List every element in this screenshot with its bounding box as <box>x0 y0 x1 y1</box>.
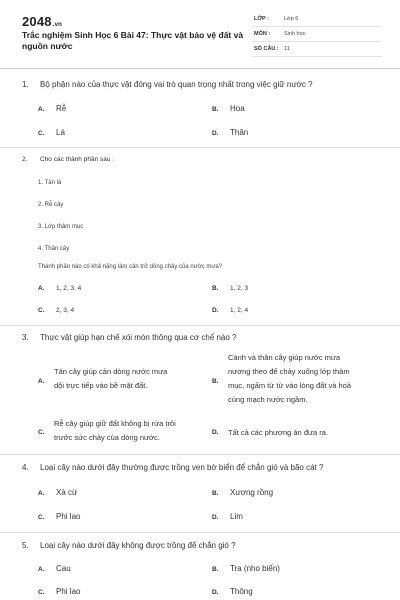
option-text: Lim <box>230 512 243 521</box>
option-text-line: Tán cây giúp cản dòng nước mưa <box>54 367 168 376</box>
question-1-option-d[interactable] <box>212 128 248 137</box>
option-letter: A. <box>38 106 45 113</box>
option-text: Xà cừ <box>56 488 78 497</box>
option-text: 1, 2, 3 <box>230 285 249 292</box>
meta-value: Sinh học <box>284 31 306 37</box>
page-header <box>0 0 400 69</box>
option-text: Cau <box>56 564 71 573</box>
option-text: Lá <box>56 128 65 137</box>
question-1-option-a[interactable] <box>38 104 66 113</box>
meta-row-class <box>252 13 382 27</box>
option-letter: A. <box>38 490 45 497</box>
meta-key: SỐ CÂU : <box>254 46 279 52</box>
option-letter: C. <box>38 429 45 436</box>
page-title: Trắc nghiệm Sinh Học 6 Bài 47: Thực vật bảo vệ đất và nguồn nước <box>22 30 244 51</box>
option-text-line: Cành và thân cây giúp nước mưa <box>228 353 341 362</box>
question-4-stem <box>22 463 323 472</box>
option-text-line: cùng mạch nước ngầm. <box>228 395 308 404</box>
option-text-line: nương theo để chảy xuống lớp thảm <box>228 367 350 376</box>
question-4-option-c[interactable] <box>38 512 80 521</box>
question-number: 5. <box>22 541 29 550</box>
option-letter: D. <box>212 307 219 314</box>
question-4-option-b[interactable] <box>212 488 273 497</box>
question-2-option-b[interactable] <box>212 285 248 292</box>
option-text: 1, 2, 4 <box>230 307 249 314</box>
option-letter: D. <box>212 429 219 436</box>
question-2-prompt: Thành phần nào có khả năng làm cản trở dòng chảy của nước mưa? <box>38 264 223 270</box>
question-1-option-c[interactable] <box>38 128 65 137</box>
option-text: Rễ <box>56 104 67 113</box>
option-text: Thân <box>230 128 249 137</box>
question-5-option-d[interactable] <box>212 587 253 596</box>
question-number: 4. <box>22 463 29 472</box>
option-text-line: trước sức chảy của dòng nước. <box>54 433 160 442</box>
option-letter: D. <box>212 589 219 596</box>
option-text-line: dội trực tiếp vào bề mặt đất. <box>54 381 148 390</box>
option-letter: C. <box>38 589 45 596</box>
divider <box>0 532 400 533</box>
question-2-option-c[interactable] <box>38 307 74 314</box>
question-text: Cho các thành phần sau : <box>40 156 115 163</box>
list-item: 2. Rễ cây <box>38 202 64 208</box>
option-text-line: mục, ngấm từ từ vào lòng đất và hoà <box>228 381 352 390</box>
option-letter: C. <box>38 307 45 314</box>
question-4-option-d[interactable] <box>212 512 243 521</box>
question-5-option-c[interactable] <box>38 587 80 596</box>
question-text: Loại cây nào dưới đây không được trồng để chắn gió ? <box>40 541 236 550</box>
question-2-stem <box>22 156 114 163</box>
question-text: Thực vật giúp hạn chế xói mòn thông qua cơ chế nào ? <box>40 333 237 342</box>
option-text: Thông <box>230 587 253 596</box>
option-letter: C. <box>38 130 45 137</box>
divider <box>0 325 400 326</box>
option-letter: A. <box>38 378 45 385</box>
option-letter: A. <box>38 285 45 292</box>
option-text: Hoa <box>230 104 245 113</box>
question-4-option-a[interactable] <box>38 488 77 497</box>
question-text: Loại cây nào dưới đây thường được trồng ven bờ biển để chắn gió và bão cát ? <box>40 463 324 472</box>
option-text: 1, 2, 3, 4 <box>56 285 82 292</box>
option-text: 2, 3, 4 <box>56 307 75 314</box>
question-2-option-a[interactable] <box>38 285 81 292</box>
option-letter: B. <box>212 566 219 573</box>
option-letter: D. <box>212 514 219 521</box>
option-text: Phi lao <box>56 587 81 596</box>
question-text: Bộ phận nào của thực vật đóng vai trò quan trọng nhất trong việc giữ nước ? <box>40 80 313 89</box>
option-text: Xương rồng <box>230 488 274 497</box>
option-letter: A. <box>38 566 45 573</box>
option-letter: B. <box>212 106 219 113</box>
option-letter: B. <box>212 378 219 385</box>
question-5-option-a[interactable] <box>38 564 71 573</box>
meta-table <box>252 13 382 58</box>
logo-main: 2048 <box>22 14 52 29</box>
option-text-line: Tất cả các phương án đưa ra. <box>228 428 329 437</box>
question-3-stem <box>22 333 237 342</box>
site-logo[interactable] <box>22 14 62 29</box>
option-text: Tra (nho biển) <box>230 564 280 573</box>
list-item: 4. Thân cây <box>38 246 70 252</box>
option-text-line: Rễ cây giúp giữ đất không bị rửa trôi <box>54 419 176 428</box>
list-item: 3. Lớp thảm mục <box>38 224 84 230</box>
meta-row-subject <box>252 28 382 42</box>
question-1-option-b[interactable] <box>212 104 245 113</box>
option-text: Phi lao <box>56 512 81 521</box>
option-letter: C. <box>38 514 45 521</box>
meta-value: 11 <box>284 46 290 52</box>
meta-key: LỚP : <box>254 16 269 22</box>
question-5-option-b[interactable] <box>212 564 280 573</box>
divider <box>0 147 400 148</box>
list-item: 1. Tán lá <box>38 180 62 186</box>
question-number: 1. <box>22 80 29 89</box>
question-number: 2. <box>22 156 28 163</box>
option-letter: D. <box>212 130 219 137</box>
question-number: 3. <box>22 333 29 342</box>
question-1-stem <box>22 80 313 89</box>
question-5-stem <box>22 541 236 550</box>
meta-value: Lớp 6 <box>284 16 299 22</box>
meta-key: MÔN : <box>254 31 271 37</box>
question-2-option-d[interactable] <box>212 307 248 314</box>
option-letter: B. <box>212 490 219 497</box>
option-letter: B. <box>212 285 219 292</box>
logo-suffix: .vn <box>52 22 63 28</box>
meta-row-count <box>252 43 382 57</box>
divider <box>0 454 400 455</box>
